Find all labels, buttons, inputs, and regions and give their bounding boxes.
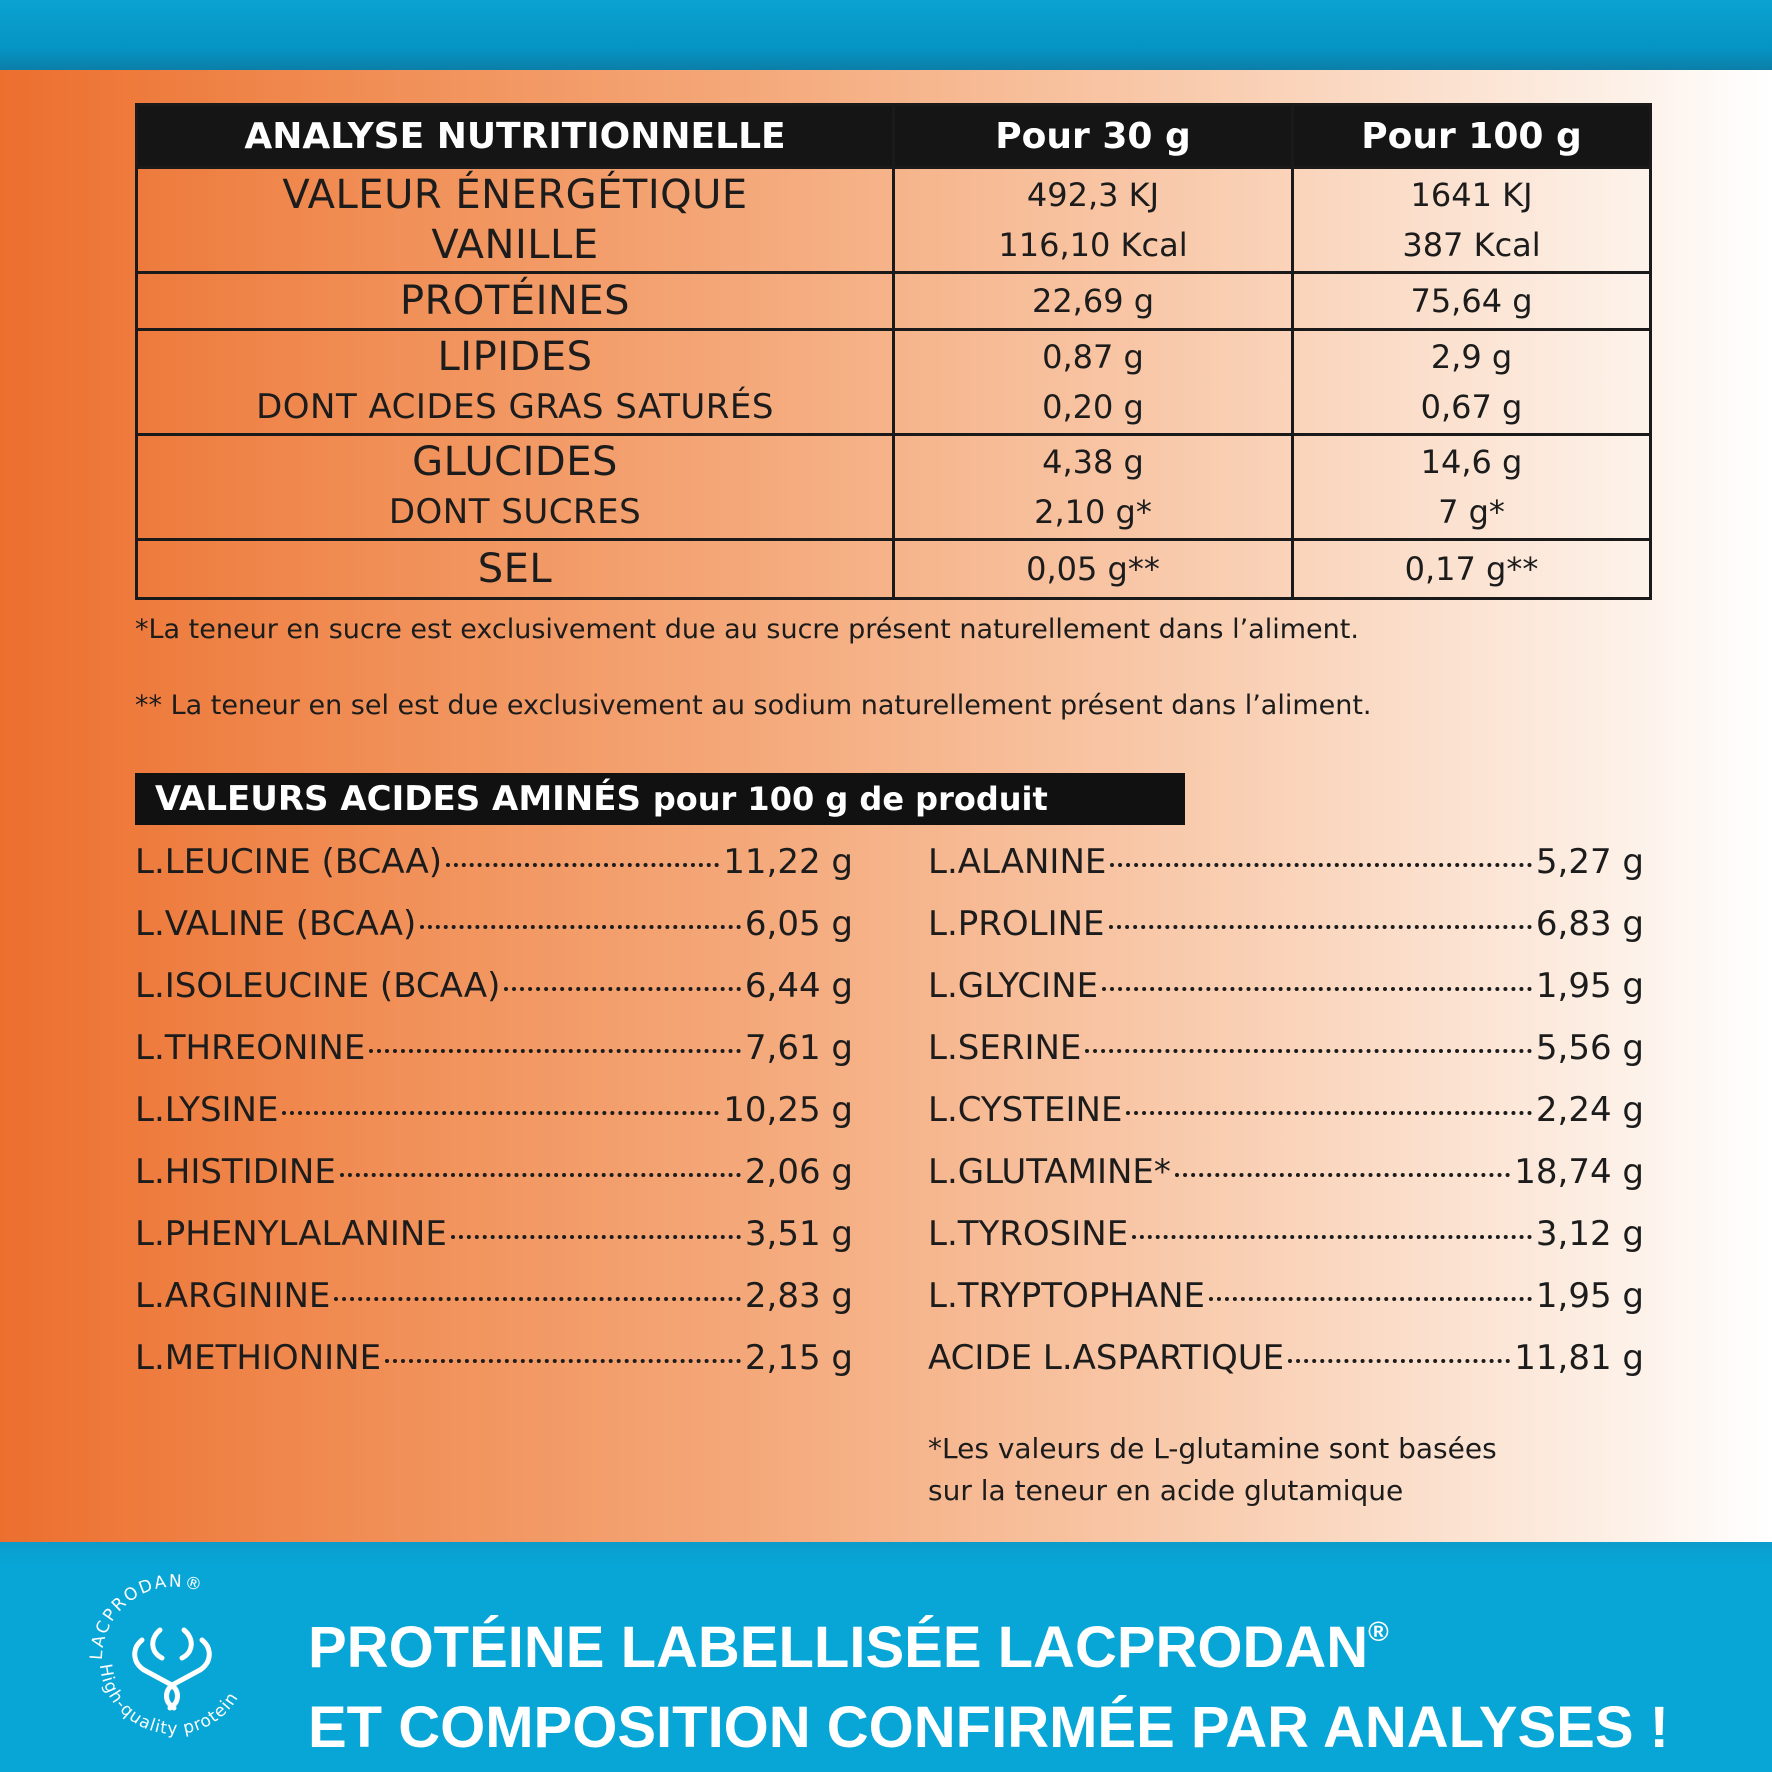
energy-flavor: VANILLE	[431, 222, 599, 268]
amino-name: L.METHIONINE	[135, 1338, 382, 1378]
list-item	[135, 1090, 853, 1152]
amino-value: 5,56 g	[1535, 1028, 1644, 1068]
energy-30g-cell	[894, 168, 1293, 273]
list-item	[928, 1276, 1644, 1338]
glutamine-footnote	[928, 1428, 1497, 1512]
proteins-100g: 75,64 g	[1293, 273, 1651, 330]
carbs-label-cell	[137, 435, 894, 540]
sugars-label: DONT SUCRES	[388, 492, 642, 532]
amino-title-rest: pour 100 g de produit	[652, 780, 1048, 818]
amino-name: L.VALINE (BCAA)	[135, 904, 417, 944]
amino-name: L.TYROSINE	[928, 1214, 1129, 1254]
list-item	[928, 842, 1644, 904]
dot-leader	[282, 1087, 719, 1115]
energy-label: VALEUR ÉNERGÉTIQUE	[282, 172, 748, 218]
sugars-30g: 2,10 g*	[1034, 493, 1152, 531]
proteins-label: PROTÉINES	[137, 273, 894, 330]
amino-value: 6,83 g	[1535, 904, 1644, 944]
header-label: ANALYSE NUTRITIONNELLE	[137, 105, 894, 168]
dot-leader	[1126, 1087, 1531, 1115]
amino-value: 3,51 g	[744, 1214, 853, 1254]
svg-text:LACPRODAN®	[87, 1572, 206, 1661]
nutrition-header-row	[137, 105, 1651, 168]
list-item	[928, 966, 1644, 1028]
carbs-100g: 14,6 g	[1420, 443, 1523, 481]
amino-value: 10,25 g	[723, 1090, 853, 1130]
amino-value: 2,06 g	[744, 1152, 853, 1192]
list-item	[135, 1152, 853, 1214]
lipids-30g-cell	[894, 330, 1293, 435]
dot-leader	[1109, 901, 1532, 929]
amino-list-left	[135, 842, 853, 1400]
dot-leader	[1110, 839, 1532, 867]
saturated-fat-label: DONT ACIDES GRAS SATURÉS	[256, 387, 774, 427]
dot-leader	[504, 963, 741, 991]
slogan-line1	[308, 1592, 1669, 1688]
amino-name: L.ISOLEUCINE (BCAA)	[135, 966, 501, 1006]
salt-100g: 0,17 g**	[1293, 540, 1651, 599]
amino-value: 6,05 g	[744, 904, 853, 944]
amino-name: L.CYSTEINE	[928, 1090, 1123, 1130]
amino-name: L.THREONINE	[135, 1028, 366, 1068]
dot-leader	[340, 1149, 741, 1177]
list-item	[135, 966, 853, 1028]
energy-100g-kcal: 387 Kcal	[1402, 226, 1541, 264]
proteins-row	[137, 273, 1651, 330]
dot-leader	[1132, 1211, 1532, 1239]
lipids-30g: 0,87 g	[1042, 338, 1144, 376]
header-per-30g: Pour 30 g	[894, 105, 1293, 168]
top-blue-bar	[0, 0, 1772, 70]
dot-leader	[369, 1025, 741, 1053]
amino-title-bold: VALEURS ACIDES AMINÉS	[155, 779, 641, 819]
list-item	[928, 1028, 1644, 1090]
carbs-row	[137, 435, 1651, 540]
salt-row	[137, 540, 1651, 599]
list-item	[135, 1338, 853, 1400]
list-item	[928, 1152, 1644, 1214]
list-item	[928, 904, 1644, 966]
registered-mark: ®	[1368, 1616, 1389, 1647]
dot-leader	[1209, 1273, 1532, 1301]
amino-name: L.TRYPTOPHANE	[928, 1276, 1206, 1316]
amino-name: L.HISTIDINE	[135, 1152, 336, 1192]
list-item	[135, 904, 853, 966]
glutamine-footnote-line2: sur la teneur en acide glutamique	[928, 1474, 1404, 1507]
list-item	[135, 1214, 853, 1276]
amino-name: L.ARGININE	[135, 1276, 331, 1316]
amino-value: 18,74 g	[1514, 1152, 1644, 1192]
carbs-100g-cell	[1293, 435, 1651, 540]
energy-label-cell	[137, 168, 894, 273]
salt-30g: 0,05 g**	[894, 540, 1293, 599]
logo-text-bottom: High-quality protein	[94, 1662, 243, 1740]
dot-leader	[334, 1273, 741, 1301]
nutrition-table	[135, 103, 1652, 600]
energy-100g-cell	[1293, 168, 1651, 273]
list-item	[928, 1214, 1644, 1276]
sugars-100g: 7 g*	[1438, 493, 1505, 531]
dot-leader	[1102, 963, 1532, 991]
energy-100g-kj: 1641 KJ	[1410, 176, 1533, 214]
amino-name: L.ALANINE	[928, 842, 1107, 882]
salt-footnote: ** La teneur en sel est due exclusivement au sodium naturellement présent dans l’aliment.	[135, 690, 1372, 721]
amino-value: 6,44 g	[744, 966, 853, 1006]
lipids-100g-cell	[1293, 330, 1651, 435]
slogan-line1-text: PROTÉINE LABELLISÉE LACPRODAN	[308, 1615, 1369, 1680]
sugar-footnote: *La teneur en sucre est exclusivement due au sucre présent naturellement dans l’aliment.	[135, 614, 1359, 645]
energy-row	[137, 168, 1651, 273]
amino-name: L.GLUTAMINE*	[928, 1152, 1171, 1192]
amino-value: 3,12 g	[1535, 1214, 1644, 1254]
logo-mark	[135, 1630, 210, 1708]
list-item	[928, 1338, 1644, 1400]
amino-name: L.PHENYLALANINE	[135, 1214, 447, 1254]
list-item	[928, 1090, 1644, 1152]
amino-value: 11,22 g	[723, 842, 853, 882]
salt-label: SEL	[137, 540, 894, 599]
amino-value: 2,83 g	[744, 1276, 853, 1316]
amino-name: L.PROLINE	[928, 904, 1105, 944]
dot-leader	[1085, 1025, 1532, 1053]
amino-value: 2,15 g	[744, 1338, 853, 1378]
carbs-label: GLUCIDES	[412, 439, 618, 485]
proteins-30g: 22,69 g	[894, 273, 1293, 330]
lipids-label-cell	[137, 330, 894, 435]
list-item	[135, 1028, 853, 1090]
lipids-row	[137, 330, 1651, 435]
header-per-100g: Pour 100 g	[1293, 105, 1651, 168]
dot-leader	[385, 1335, 741, 1363]
dot-leader	[446, 839, 719, 867]
amino-value: 1,95 g	[1535, 1276, 1644, 1316]
saturated-fat-30g: 0,20 g	[1042, 388, 1144, 426]
amino-name: L.GLYCINE	[928, 966, 1099, 1006]
lipids-label: LIPIDES	[437, 334, 593, 380]
amino-value: 5,27 g	[1535, 842, 1644, 882]
dot-leader	[1175, 1149, 1510, 1177]
slogan-line2: ET COMPOSITION CONFIRMÉE PAR ANALYSES !	[308, 1695, 1669, 1760]
lipids-100g: 2,9 g	[1430, 338, 1513, 376]
glutamine-footnote-line1: *Les valeurs de L-glutamine sont basées	[928, 1432, 1497, 1465]
amino-acids-title	[155, 779, 1048, 819]
amino-value: 2,24 g	[1535, 1090, 1644, 1130]
amino-name: L.SERINE	[928, 1028, 1082, 1068]
amino-value: 7,61 g	[744, 1028, 853, 1068]
dot-leader	[1288, 1335, 1510, 1363]
amino-name: L.LYSINE	[135, 1090, 279, 1130]
saturated-fat-100g: 0,67 g	[1420, 388, 1523, 426]
amino-value: 1,95 g	[1535, 966, 1644, 1006]
dot-leader	[451, 1211, 741, 1239]
list-item	[135, 1276, 853, 1338]
lacprodan-logo-icon	[80, 1560, 265, 1745]
dot-leader	[420, 901, 741, 929]
energy-30g-kj: 492,3 KJ	[1026, 176, 1160, 214]
amino-name: L.LEUCINE (BCAA)	[135, 842, 443, 882]
slogan	[308, 1592, 1669, 1768]
logo-text-top: LACPRODAN®	[86, 1571, 206, 1661]
carbs-30g-cell	[894, 435, 1293, 540]
amino-list-right	[928, 842, 1644, 1400]
list-item	[135, 842, 853, 904]
amino-acids-header	[135, 773, 1185, 825]
amino-name: ACIDE L.ASPARTIQUE	[928, 1338, 1285, 1378]
amino-value: 11,81 g	[1514, 1338, 1644, 1378]
carbs-30g: 4,38 g	[1042, 443, 1144, 481]
energy-30g-kcal: 116,10 Kcal	[998, 226, 1188, 264]
